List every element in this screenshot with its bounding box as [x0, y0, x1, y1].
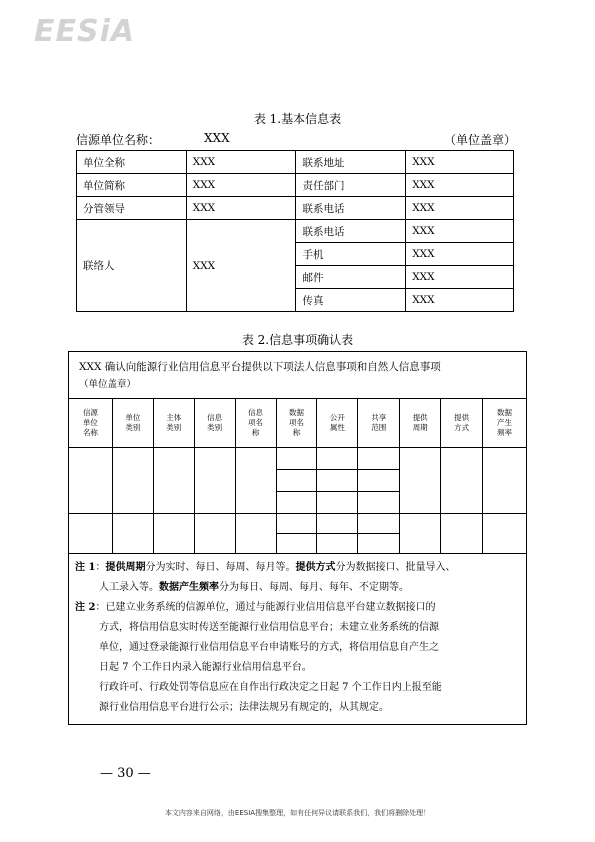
notes: [75, 558, 520, 718]
empty-cell: [317, 470, 358, 492]
note-term: 提供方式: [295, 562, 336, 573]
column-header: 数据项名称: [276, 399, 317, 448]
empty-cell: [112, 514, 153, 554]
table-cell: 联系地址: [296, 151, 406, 174]
table2-caption: 表 2.信息事项确认表: [241, 333, 354, 347]
note-2: [75, 598, 520, 618]
column-header: 提供方式: [441, 399, 483, 448]
empty-cell: [483, 448, 527, 514]
empty-cell: [276, 514, 317, 534]
note-label: 注 2: [75, 602, 96, 613]
empty-cell: [317, 448, 358, 470]
empty-cell: [400, 448, 441, 514]
table-cell: XXX: [406, 220, 514, 243]
column-header: 共享范围: [358, 399, 400, 448]
empty-cell: [276, 448, 317, 470]
empty-cell: [317, 514, 358, 534]
column-header: 主体类别: [153, 399, 194, 448]
note-text: 人工录入等。: [99, 582, 159, 593]
table-row: [69, 352, 527, 399]
empty-cell: [317, 492, 358, 514]
table-cell: XXX: [406, 266, 514, 289]
empty-cell: [317, 534, 358, 554]
basic-info-table: [76, 150, 514, 312]
empty-cell: [400, 514, 441, 554]
page-number: — 30 —: [100, 766, 151, 781]
note-1-cont: [75, 578, 520, 598]
table-cell: 手机: [296, 243, 406, 266]
empty-cell: [358, 470, 400, 492]
empty-cell: [235, 448, 276, 514]
contact-label: 联络人: [77, 220, 187, 312]
table-cell: XXX: [186, 151, 296, 174]
table-cell: 分管领导: [77, 197, 187, 220]
column-header: 单位类别: [112, 399, 153, 448]
table-row: [77, 220, 514, 243]
empty-cell: [358, 448, 400, 470]
column-header: 提供周期: [400, 399, 441, 448]
table-row: [69, 399, 527, 448]
empty-cell: [358, 492, 400, 514]
note-text: 源行业信用信息平台进行公示；法律法规另有规定的，从其规定。: [99, 702, 389, 713]
empty-cell: [194, 448, 235, 514]
confirm-header: [69, 352, 527, 399]
empty-cell: [153, 448, 194, 514]
table-cell: 联系电话: [296, 220, 406, 243]
table-row: [69, 554, 527, 725]
table-row: [69, 514, 527, 534]
note-text: ：已建立业务系统的信源单位，通过与能源行业信用信息平台建立数据接口的: [95, 602, 436, 613]
note-label: 注 1: [75, 562, 96, 573]
table-cell: XXX: [186, 197, 296, 220]
empty-cell: [441, 448, 483, 514]
table-row: [77, 174, 514, 197]
table-cell: 单位全称: [77, 151, 187, 174]
note-term: 数据产生频率: [159, 582, 219, 593]
unit-name-value: XXX: [204, 131, 230, 145]
column-header: 公开属性: [317, 399, 358, 448]
contact-value: XXX: [186, 220, 296, 312]
table-cell: XXX: [406, 289, 514, 312]
empty-cell: [194, 514, 235, 554]
empty-cell: [358, 514, 400, 534]
column-header: 信源单位名称: [69, 399, 113, 448]
notes-cell: [69, 554, 527, 725]
unit-name-label: 信源单位名称：: [76, 133, 161, 147]
table-cell: 联系电话: [296, 197, 406, 220]
unit-seal-note: （单位盖章）: [443, 133, 516, 147]
note-text: 行政许可、行政处罚等信息应在自作出行政决定之日起 7 个工作日内上报至能: [99, 682, 442, 693]
table1-caption: 表 1.基本信息表: [253, 112, 342, 126]
empty-cell: [276, 534, 317, 554]
table-cell: 责任部门: [296, 174, 406, 197]
column-header: 信息类别: [194, 399, 235, 448]
table-row: [69, 448, 527, 470]
empty-cell: [276, 470, 317, 492]
table-cell: 传真: [296, 289, 406, 312]
note-text: 单位，通过登录能源行业信用信息平台申请账号的方式，将信用信息自产生之: [99, 642, 439, 653]
table-cell: XXX: [406, 197, 514, 220]
table-row: [77, 197, 514, 220]
table-cell: XXX: [406, 243, 514, 266]
logo: EESiA: [34, 14, 136, 49]
note-text: ：: [95, 562, 106, 573]
empty-cell: [69, 514, 113, 554]
confirm-header-seal: （单位盖章）: [79, 379, 137, 390]
table-cell: 单位简称: [77, 174, 187, 197]
unit-name-row: [76, 131, 516, 147]
confirm-header-line: XXX 确认向能源行业信用信息平台提供以下项法人信息事项和自然人信息事项: [79, 361, 441, 373]
table-cell: 邮件: [296, 266, 406, 289]
empty-cell: [235, 514, 276, 554]
empty-cell: [69, 448, 113, 514]
empty-cell: [153, 514, 194, 554]
note-1: [75, 558, 520, 578]
note-text: 方式，将信用信息实时传送至能源行业信用信息平台；未建立业务系统的信源: [99, 622, 439, 633]
info-confirm-table: [68, 351, 527, 725]
column-header: 信息项名称: [235, 399, 276, 448]
note-text: 分为数据接口、批量导入、: [335, 562, 456, 573]
column-header: 数据产生频率: [483, 399, 527, 448]
empty-cell: [483, 514, 527, 554]
empty-cell: [358, 534, 400, 554]
note-text: 分为实时、每日、每周、每月等。: [145, 562, 296, 573]
empty-cell: [112, 448, 153, 514]
empty-cell: [276, 492, 317, 514]
empty-cell: [441, 514, 483, 554]
note-text: 日起 7 个工作日内录入能源行业信用信息平台。: [99, 662, 312, 673]
note-text: 分为每日、每周、每月、每年、不定期等。: [219, 582, 409, 593]
table-cell: XXX: [186, 174, 296, 197]
table-cell: XXX: [406, 151, 514, 174]
footer-disclaimer: 本文内容来自网络，由EESIA搜集整理，如有任何异议请联系我们，我们将删除处理！: [164, 809, 431, 817]
table-row: [77, 151, 514, 174]
table-cell: XXX: [406, 174, 514, 197]
note-term: 提供周期: [105, 562, 146, 573]
